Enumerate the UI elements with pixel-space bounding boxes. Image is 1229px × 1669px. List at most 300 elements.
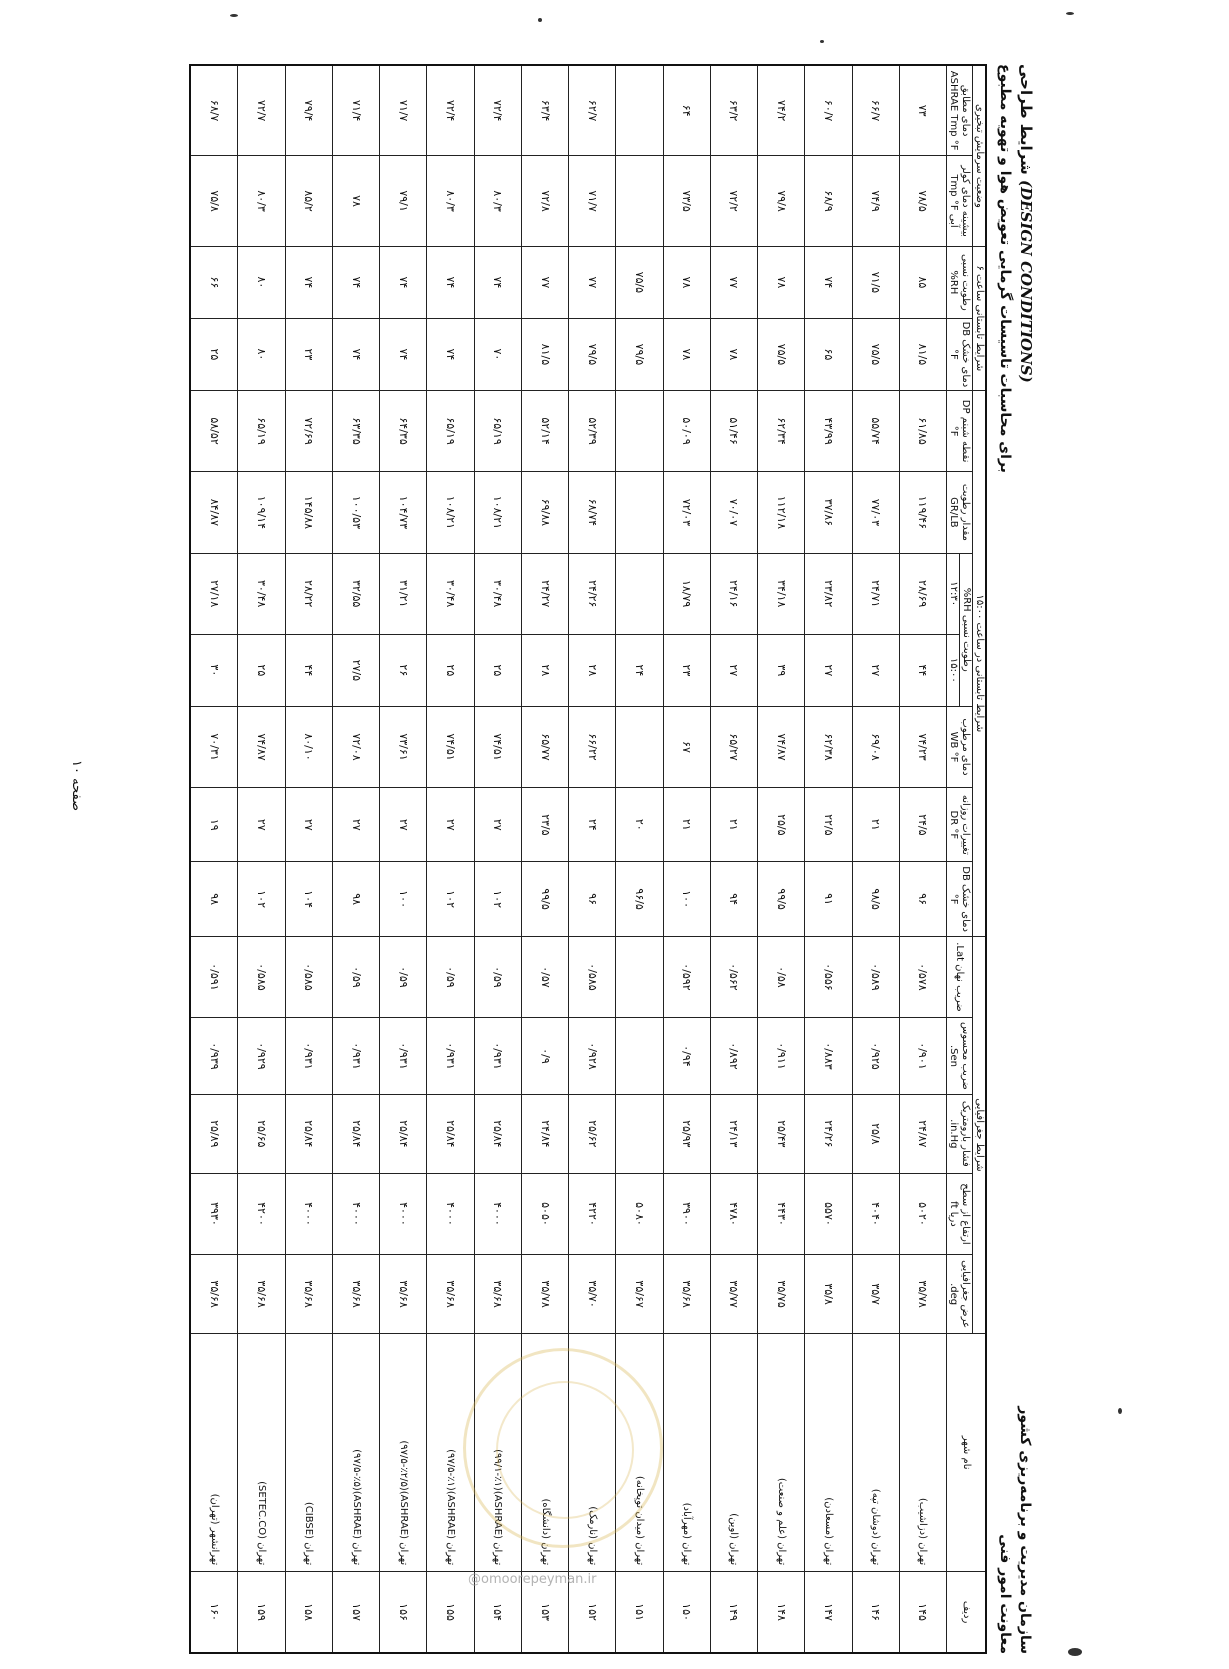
cell-db6: ۷۹/۵: [569, 318, 616, 390]
cell-latf: ۰/۵۹: [380, 936, 427, 1017]
cell-db6: ۷۴: [380, 318, 427, 390]
col-dry-bulb-6: دمای خشک DB °F: [947, 318, 973, 390]
cell-n: ۱۵۵: [427, 1572, 474, 1653]
cell-dp: ۵۲/۳۹: [569, 390, 616, 471]
cell-latf: ۰/۵۹۲: [663, 936, 710, 1017]
cell-press: ۲۵/۸۹: [190, 1094, 238, 1173]
col-daily-range: تغییرات روزانه DR °F: [947, 788, 973, 862]
col-group-summer6: شرایط تابستانی ساعت ۶: [973, 246, 987, 390]
cell-db: ۱۰۲: [474, 862, 521, 936]
col-group-geographic: شرایط جغرافیایی: [973, 936, 987, 1333]
cell-rh1: ۲۷: [852, 634, 899, 706]
document-header: [991, 64, 1035, 1654]
col-group-evaporative: وضعیت سرمایش تبخیری: [973, 65, 987, 246]
cell-alt: ۵۰۵۰: [521, 1173, 568, 1254]
table-row: [380, 65, 427, 1653]
title-en: (DESIGN CONDITIONS): [1017, 179, 1035, 383]
cell-db: ۱۰۲: [427, 862, 474, 936]
cell-n: ۱۵۳: [521, 1572, 568, 1653]
table-row: [332, 65, 379, 1653]
cell-dp: ۵۱/۴۶: [710, 390, 757, 471]
cell-press: ۲۵/۶۲: [569, 1094, 616, 1173]
cell-dp: ۵۵/۷۴: [852, 390, 899, 471]
cell-press: ۲۵/۹۳: [663, 1094, 710, 1173]
cell-db: ۹۸: [190, 862, 238, 936]
table-row: [805, 65, 852, 1653]
cell-sen: ۰/۹۳۱: [285, 1018, 332, 1095]
cell-range: ۲۷: [285, 788, 332, 862]
cell-lat: ۳۵/۷۷: [710, 1255, 757, 1334]
cell-alt: ۴۰۴۰: [852, 1173, 899, 1254]
cell-c2: ۷۹/۴: [285, 65, 332, 156]
cell-dp: ۶۳/۳۵: [332, 390, 379, 471]
cell-rh2: ۲۸/۶۹: [899, 553, 946, 634]
cell-alt: ۳۹۰۰: [663, 1173, 710, 1254]
cell-gr: ۶۸/۷۴: [569, 472, 616, 553]
cell-c2: ۷۱/۷: [380, 65, 427, 156]
cell-wb: ۷۴/۸۷: [758, 706, 805, 787]
page-number: صفحه ۱۰: [69, 760, 84, 812]
cell-rh6: ۷۷: [710, 246, 757, 318]
cell-db6: ۲۳: [285, 318, 332, 390]
cell-n: ۱۴۸: [758, 1572, 805, 1653]
table-row: [427, 65, 474, 1653]
table-row: [190, 65, 238, 1653]
col-sensible-factor: ضریب محسوس Sen.: [947, 1018, 973, 1095]
cell-lat: ۳۵/۷۰: [569, 1255, 616, 1334]
col-moisture-content: مقدار رطوبت GR/LB: [947, 472, 973, 553]
cell-sen: ۰/۹۳۹: [190, 1018, 238, 1095]
cell-c1: ۷۹/۸: [758, 156, 805, 247]
cell-dp: ۷۲/۶۹: [285, 390, 332, 471]
cell-latf: [616, 936, 663, 1017]
col-dew-point: نقطه شبنم DP °F: [947, 390, 973, 471]
cell-latf: ۰/۵۹: [427, 936, 474, 1017]
cell-lat: ۳۵/۶۷: [616, 1255, 663, 1334]
cell-wb: ۷۴/۵۱: [427, 706, 474, 787]
cell-n: ۱۵۴: [474, 1572, 521, 1653]
cell-lat: ۳۵/۶۸: [474, 1255, 521, 1334]
cell-dp: ۶۲/۳۴: [758, 390, 805, 471]
col-latent-factor: ضریب نهان Lat.: [947, 936, 973, 1017]
cell-press: [616, 1094, 663, 1173]
cell-range: ۱۹: [190, 788, 238, 862]
cell-rh1: ۳۰: [190, 634, 238, 706]
cell-press: ۲۴/۲۶: [805, 1094, 852, 1173]
cell-c1: ۷۳/۵: [663, 156, 710, 247]
cell-range: ۲۰: [616, 788, 663, 862]
cell-db: ۹۱: [805, 862, 852, 936]
cell-c2: ۷۳: [899, 65, 946, 156]
document-subtitle: برای محاسبات تاسیسات گرمایی تعویض هوا و تهویه مطبوع: [997, 64, 1013, 473]
cell-db6: ۷۰: [474, 318, 521, 390]
cell-rh1: ۲۴: [616, 634, 663, 706]
cell-range: ۲۱: [710, 788, 757, 862]
cell-press: ۲۵/۸۴: [380, 1094, 427, 1173]
cell-db6: ۸۱/۵: [899, 318, 946, 390]
cell-wb: ۶۹/۰۸: [852, 706, 899, 787]
cell-press: ۲۵/۴۳: [758, 1094, 805, 1173]
cell-dp: [616, 390, 663, 471]
cell-n: ۱۵۹: [238, 1572, 285, 1653]
cell-c2: ۶۲/۷: [569, 65, 616, 156]
cell-c1: ۷۱/۷: [569, 156, 616, 247]
cell-city: تهران (اوین): [710, 1334, 757, 1572]
cell-rh1: ۲۷: [805, 634, 852, 706]
cell-rh1: ۲۵: [474, 634, 521, 706]
cell-latf: ۰/۵۷: [521, 936, 568, 1017]
document-title: [1017, 64, 1035, 383]
cell-rh2: ۲۴/۲۷: [521, 553, 568, 634]
cell-db: ۹۹/۵: [521, 862, 568, 936]
cell-latf: ۰/۵۹: [332, 936, 379, 1017]
cell-rh6: ۷۴: [285, 246, 332, 318]
cell-rh2: ۳۱/۲۱: [380, 553, 427, 634]
cell-rh1: ۲۸: [521, 634, 568, 706]
cell-c1: ۷۴/۹: [852, 156, 899, 247]
cell-wb: ۷۰/۳۱: [190, 706, 238, 787]
cell-gr: ۱۱۹/۴۶: [899, 472, 946, 553]
cell-n: ۱۴۵: [899, 1572, 946, 1653]
cell-c1: [616, 156, 663, 247]
cell-c2: ۷۲/۷: [238, 65, 285, 156]
table-row: [899, 65, 946, 1653]
cell-city: تهران (ASHRAE)(۹۷/۵-٪۱): [427, 1334, 474, 1572]
cell-sen: ۰/۹۲۵: [852, 1018, 899, 1095]
cell-c1: ۷۸: [332, 156, 379, 247]
cell-wb: ۶۶/۲۲: [569, 706, 616, 787]
cell-range: ۲۱: [663, 788, 710, 862]
cell-sen: ۰/۹۱۱: [758, 1018, 805, 1095]
cell-gr: [616, 472, 663, 553]
col-altitude: ارتفاع از سطح دریا ft: [947, 1173, 973, 1254]
cell-city: تهران (مسعادن): [805, 1334, 852, 1572]
cell-rh6: ۸۵: [899, 246, 946, 318]
cell-rh1: ۲۸: [569, 634, 616, 706]
cell-alt: ۴۷۸۰: [710, 1173, 757, 1254]
cell-db6: ۷۸: [663, 318, 710, 390]
cell-c2: ۶۶/۷: [852, 65, 899, 156]
cell-lat: ۳۵/۶۸: [332, 1255, 379, 1334]
cell-sen: ۰/۹۳۱: [380, 1018, 427, 1095]
cell-alt: ۴۰۰۰: [332, 1173, 379, 1254]
cell-press: ۲۴/۱۳: [710, 1094, 757, 1173]
col-pressure: فشار بارومتریک in.Hg.: [947, 1094, 973, 1173]
cell-latf: ۰/۵۵۶: [805, 936, 852, 1017]
cell-db6: ۷۹/۵: [616, 318, 663, 390]
cell-sen: ۰/۹: [521, 1018, 568, 1095]
cell-rh6: ۷۸: [663, 246, 710, 318]
cell-sen: ۰/۸۸۳: [805, 1018, 852, 1095]
cell-dp: ۶۵/۱۹: [474, 390, 521, 471]
cell-city: تهران (دانشگاه): [521, 1334, 568, 1572]
cell-rh2: ۲۴/۷۱: [852, 553, 899, 634]
cell-city: تهرانشهر (تهران): [190, 1334, 238, 1572]
cell-latf: ۰/۵۸: [758, 936, 805, 1017]
cell-gr: ۳۷/۸۶: [805, 472, 852, 553]
cell-range: ۲۷: [380, 788, 427, 862]
cell-gr: ۱۰۸/۲۱: [474, 472, 521, 553]
cell-city: تهران (علم و صنعت): [758, 1334, 805, 1572]
cell-wb: ۷۴/۸۷: [238, 706, 285, 787]
cell-wb: ۶۵/۲۷: [710, 706, 757, 787]
cell-n: ۱۵۶: [380, 1572, 427, 1653]
cell-rh1: ۴۴: [285, 634, 332, 706]
cell-city: تهران (مهرآباد): [663, 1334, 710, 1572]
col-rh-1230: ۱۲:۳۰: [947, 553, 960, 634]
cell-db: ۱۰۰: [663, 862, 710, 936]
cell-gr: ۱۴۵/۸۸: [285, 472, 332, 553]
cell-db: ۹۸: [332, 862, 379, 936]
cell-range: ۲۴: [569, 788, 616, 862]
cell-lat: ۳۵/۶۸: [285, 1255, 332, 1334]
cell-alt: ۵۰۲۰: [899, 1173, 946, 1254]
cell-alt: ۴۰۰۰: [427, 1173, 474, 1254]
cell-rh6: ۷۷: [569, 246, 616, 318]
cell-gr: ۱۰۹/۱۴: [238, 472, 285, 553]
cell-db6: ۸۰: [238, 318, 285, 390]
cell-rh6: ۶۶: [190, 246, 238, 318]
cell-c2: ۷۱/۴: [332, 65, 379, 156]
cell-n: ۱۵۱: [616, 1572, 663, 1653]
cell-c1: ۷۵/۸: [190, 156, 238, 247]
cell-wb: ۷۴/۲۳: [899, 706, 946, 787]
cell-db6: ۷۸: [710, 318, 757, 390]
cell-city: تهران (نارمک): [569, 1334, 616, 1572]
cell-c2: ۷۲/۴: [427, 65, 474, 156]
cell-lat: ۳۵/۶۸: [663, 1255, 710, 1334]
cell-n: ۱۵۲: [569, 1572, 616, 1653]
cell-alt: ۴۰۰۰: [380, 1173, 427, 1254]
organization-name: سازمان مدیریت و برنامه‌ریزی کشور: [1017, 1406, 1033, 1654]
cell-alt: ۵۰۸۰: [616, 1173, 663, 1254]
cell-c2: ۷۴/۲: [758, 65, 805, 156]
col-latitude: عرض جغرافیایی deg.: [947, 1255, 973, 1334]
cell-range: ۲۷: [427, 788, 474, 862]
organization-department: معاونت امور فنی: [997, 1534, 1013, 1654]
cell-alt: ۴۲۰۰: [238, 1173, 285, 1254]
cell-gr: ۶۹/۸۸: [521, 472, 568, 553]
cell-c1: ۷۲/۲: [710, 156, 757, 247]
cell-alt: ۵۵۷۰: [805, 1173, 852, 1254]
cell-press: ۲۴/۸۷: [899, 1094, 946, 1173]
cell-rh1: ۲۵: [238, 634, 285, 706]
cell-db: ۱۰۴: [285, 862, 332, 936]
cell-rh6: ۷۴: [805, 246, 852, 318]
cell-wb: ۷۳/۶۱: [380, 706, 427, 787]
cell-city: تهران (SETEC.CO): [238, 1334, 285, 1572]
cell-rh6: ۷۵/۵: [616, 246, 663, 318]
cell-rh2: ۱۸/۷۹: [663, 553, 710, 634]
cell-rh2: ۳۲/۵۵: [332, 553, 379, 634]
cell-rh2: ۳۰/۴۸: [474, 553, 521, 634]
col-rh-6: رطوبت نسبی RH%: [947, 246, 973, 318]
cell-latf: ۰/۵۷۸: [899, 936, 946, 1017]
cell-alt: ۴۰۰۰: [285, 1173, 332, 1254]
cell-rh1: ۲۷/۵: [332, 634, 379, 706]
col-row-number: ردیف: [947, 1572, 987, 1653]
cell-alt: ۴۲۲۰: [569, 1173, 616, 1254]
col-rh-1500: ۱۵:۰۰: [947, 634, 960, 706]
cell-c2: ۶۰/۷: [805, 65, 852, 156]
cell-rh6: ۷۴: [332, 246, 379, 318]
cell-latf: ۰/۵۹۱: [190, 936, 238, 1017]
cell-wb: ۷۴/۵۱: [474, 706, 521, 787]
cell-db6: ۷۵/۵: [852, 318, 899, 390]
cell-sen: ۰/۹۰۱: [899, 1018, 946, 1095]
cell-c1: ۸۰/۳: [474, 156, 521, 247]
cell-c2: ۶۳/۴: [521, 65, 568, 156]
cell-alt: ۳۹۳۰: [190, 1173, 238, 1254]
cell-rh2: [616, 553, 663, 634]
cell-dp: ۶۵/۱۹: [427, 390, 474, 471]
cell-n: ۱۴۹: [710, 1572, 757, 1653]
cell-range: ۲۳/۵: [521, 788, 568, 862]
cell-wb: [616, 706, 663, 787]
cell-gr: ۱۰۴/۷۳: [380, 472, 427, 553]
cell-rh2: ۲۳/۸۲: [805, 553, 852, 634]
cell-c2: [616, 65, 663, 156]
cell-rh2: ۳۴/۱۸: [758, 553, 805, 634]
cell-range: ۲۴/۵: [899, 788, 946, 862]
cell-press: ۲۵/۸۴: [474, 1094, 521, 1173]
cell-rh1: ۲۵: [427, 634, 474, 706]
cell-lat: ۳۵/۶۸: [380, 1255, 427, 1334]
table-row: [238, 65, 285, 1653]
cell-alt: ۴۴۳۰: [758, 1173, 805, 1254]
cell-range: ۲۷: [474, 788, 521, 862]
cell-lat: ۳۵/۷۵: [758, 1255, 805, 1334]
table-row: [758, 65, 805, 1653]
cell-range: ۲۵/۵: [758, 788, 805, 862]
cell-db6: ۶۵: [805, 318, 852, 390]
cell-gr: ۷۷/۰۳: [852, 472, 899, 553]
cell-rh6: ۷۱/۵: [852, 246, 899, 318]
cell-lat: ۳۵/۸: [805, 1255, 852, 1334]
cell-db6: ۷۴: [332, 318, 379, 390]
cell-c1: ۸۰/۳: [238, 156, 285, 247]
cell-city: تهران (میدان توپخانه): [616, 1334, 663, 1572]
cell-db: ۹۹/۵: [758, 862, 805, 936]
cell-dp: ۶۱/۸۵: [899, 390, 946, 471]
cell-rh6: ۷۴: [380, 246, 427, 318]
table-row: [285, 65, 332, 1653]
cell-wb: ۸۰/۱۰: [285, 706, 332, 787]
cell-n: ۱۵۷: [332, 1572, 379, 1653]
cell-gr: ۷۲/۰۳: [663, 472, 710, 553]
cell-c1: ۷۸/۵: [899, 156, 946, 247]
cell-rh2: ۲۷/۱۸: [190, 553, 238, 634]
cell-db: ۹۸/۵: [852, 862, 899, 936]
cell-wb: ۶۵/۷۷: [521, 706, 568, 787]
cell-press: ۲۵/۸۴: [332, 1094, 379, 1173]
cell-db: ۹۶: [569, 862, 616, 936]
cell-wb: ۶۲/۳۸: [805, 706, 852, 787]
col-group-summer: شرایط تابستانی در ساعت ۱۵:۰۰: [973, 390, 987, 936]
cell-c2: ۶۸/۷: [190, 65, 238, 156]
cell-city: تهران (CIBSE): [285, 1334, 332, 1572]
cell-c1: ۸۵/۲: [285, 156, 332, 247]
table-row: [852, 65, 899, 1653]
cell-c1: ۷۲/۸: [521, 156, 568, 247]
cell-c2: ۷۲/۴: [474, 65, 521, 156]
col-city: نام شهر: [947, 1334, 987, 1572]
cell-n: ۱۴۶: [852, 1572, 899, 1653]
cell-gr: ۸۴/۸۷: [190, 472, 238, 553]
cell-rh1: ۲۷: [710, 634, 757, 706]
cell-c1: ۷۹/۱: [380, 156, 427, 247]
cell-latf: ۰/۵۸۵: [569, 936, 616, 1017]
cell-city: تهران (دوشان تپه): [852, 1334, 899, 1572]
cell-c2: ۶۳/۲: [710, 65, 757, 156]
cell-wb: ۶۷: [663, 706, 710, 787]
cell-rh2: ۳۰/۴۸: [427, 553, 474, 634]
cell-db6: ۷۵/۵: [758, 318, 805, 390]
cell-latf: ۰/۵۸۵: [238, 936, 285, 1017]
cell-rh1: ۲۳: [663, 634, 710, 706]
cell-lat: ۳۵/۷۸: [521, 1255, 568, 1334]
cell-n: ۱۵۰: [663, 1572, 710, 1653]
cell-db: ۹۴: [710, 862, 757, 936]
cell-db: ۹۶: [899, 862, 946, 936]
cell-latf: ۰/۵۸۵: [285, 936, 332, 1017]
cell-sen: ۰/۹۳۱: [332, 1018, 379, 1095]
cell-lat: ۳۵/۶۸: [427, 1255, 474, 1334]
cell-press: ۲۵/۸۴: [285, 1094, 332, 1173]
cell-range: ۲۷: [238, 788, 285, 862]
cell-latf: ۰/۵۶۲: [710, 936, 757, 1017]
cell-gr: ۱۱۲/۱۸: [758, 472, 805, 553]
cell-lat: ۳۵/۶۸: [238, 1255, 285, 1334]
cell-n: ۱۶۰: [190, 1572, 238, 1653]
cell-gr: ۷۰/۰۷: [710, 472, 757, 553]
col-dry-bulb: دمای خشک DB °F: [947, 862, 973, 936]
title-fa: شرایط طراحی: [1017, 64, 1035, 175]
cell-dp: ۵۸/۵۲: [190, 390, 238, 471]
cell-sen: ۰/۹۴: [663, 1018, 710, 1095]
cell-db: ۱۰۰: [380, 862, 427, 936]
cell-c1: ۸۰/۳: [427, 156, 474, 247]
cell-rh1: ۲۶: [380, 634, 427, 706]
cell-n: ۱۵۸: [285, 1572, 332, 1653]
table-row: [663, 65, 710, 1653]
col-relative-humidity: رطوبت نسبی RH%: [960, 553, 973, 706]
cell-city: تهران (ASHRAE)(۹۹/۱-٪۱): [474, 1334, 521, 1572]
col-wet-bulb: دمای مرطوب WB °F: [947, 706, 973, 787]
cell-rh1: ۴۴: [899, 634, 946, 706]
watermark-url: @omoorepeyman.ir: [468, 1572, 597, 1587]
cell-range: ۲۱: [852, 788, 899, 862]
cell-latf: ۰/۵۹: [474, 936, 521, 1017]
cell-range: ۲۷: [332, 788, 379, 862]
cell-lat: ۳۵/۶۸: [190, 1255, 238, 1334]
col-ashrae-temp: دمای مطابق ASHRAE Tmp °F: [947, 65, 973, 156]
col-cooler-max: بیشینه دمای کولر آبی Tmp °F: [947, 156, 973, 247]
cell-db6: ۲۵: [190, 318, 238, 390]
cell-gr: ۱۰۸/۲۱: [427, 472, 474, 553]
cell-alt: ۴۰۰۰: [474, 1173, 521, 1254]
cell-press: ۲۴/۸۴: [521, 1094, 568, 1173]
cell-db6: ۷۴: [427, 318, 474, 390]
cell-rh6: ۷۸: [758, 246, 805, 318]
watermark-seal: [463, 1348, 663, 1548]
cell-rh2: ۲۴/۲۶: [569, 553, 616, 634]
cell-city: تهران (ASHRAE)(۹۷/۵-٪۲/۵): [380, 1334, 427, 1572]
cell-lat: ۳۵/۷۸: [899, 1255, 946, 1334]
cell-rh6: ۸۰: [238, 246, 285, 318]
cell-db: ۱۰۲: [238, 862, 285, 936]
cell-dp: ۴۳/۹۹: [805, 390, 852, 471]
